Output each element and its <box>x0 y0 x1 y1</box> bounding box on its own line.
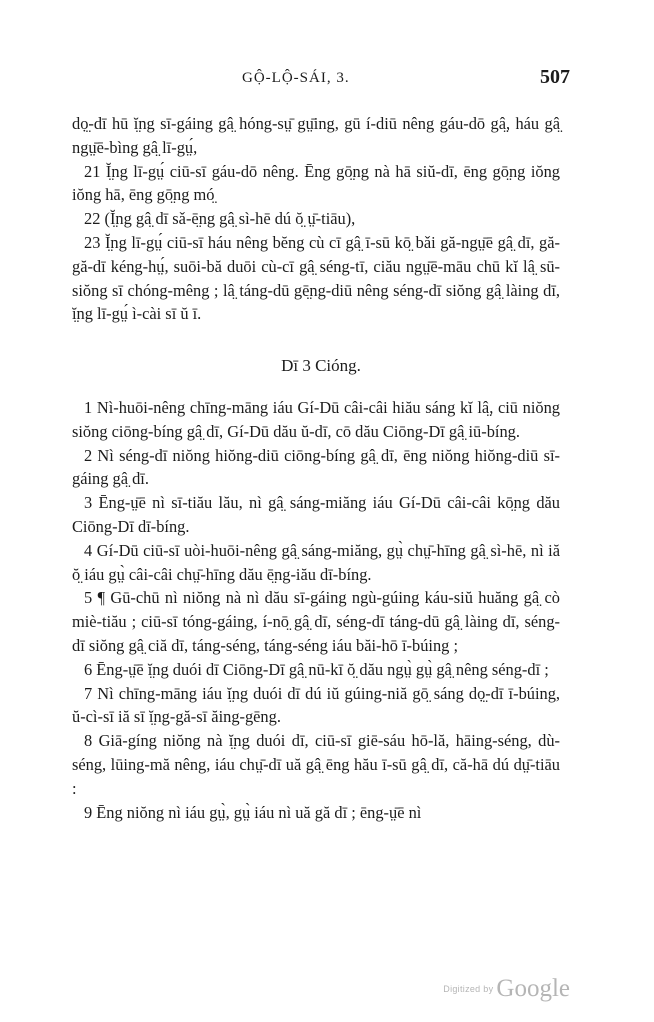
body-text <box>72 112 560 824</box>
google-logo: Google <box>496 975 570 1002</box>
digitized-label: Digitized by <box>443 984 494 994</box>
verse-21: 21 Ĭ̤ng lī-gṳ́ ciū-sī gáu-dō nêng. Ēng gō̤ng nà hā siŭ-dī, ēng gō̤ng iŏng iŏng hā, ēng gō̤ng mó̤ <box>72 161 560 205</box>
verse-23: 23 Ĭ̤ng lī-gṳ́ ciū-sī háu nêng bĕng cù cī gâ̤ ī-sū kō̤ bǎi gă-ngṳ̄ē gâ̤ dī, gă-gă-dī kéng-hṳ́, suōi-bă duōi cù-cī gâ̤ séng-tī, ciău ngṳ̄ē-māu chū kĭ lâ̤ sū-siŏng sī chóng-mêng ; lâ̤ táng-dū gē̤ng-diū nêng séng-dī siŏng gâ̤ làing dī, ĭ̤ng lī-gṳ́ ì-cài sī ŭ ī. <box>72 232 560 324</box>
verse-3: 3 Ēng-ṳ̄ē nì sī-tiău lău, nì gâ̤ sáng-miăng iáu Gí-Dū câi-câi kō̤ng dău Ciōng-Dī dī-bíng. <box>72 493 560 536</box>
page-header <box>100 66 570 94</box>
verse-6: 6 Ēng-ṳ̄ē ĭ̤ng duói dī Ciōng-Dī gâ̤ nū-kī ŏ̤ dău ngṳ̀ gṳ̀ gâ̤ nêng séng-dī ; <box>84 659 549 679</box>
verse-8: 8 Giā-gíng niŏng nà ĭ̤ng duói dī, ciū-sī giē-sáu hō-lă, hāing-séng, dù-séng, lūing-mă nêng, iáu chṳ̄-dī uă gâ̤ ēng hău ī-sū gâ̤ dī, că-hā dú dṳ̄-tiāu : <box>72 731 560 798</box>
digitization-watermark <box>443 975 570 1003</box>
running-title: GỘ-LỘ-SÁI, 3. <box>242 70 350 86</box>
verse-1: 1 Nì-huōi-nêng chīng-māng iáu Gí-Dū câi-câi hiău sáng kĭ lâ̤, ciū niŏng siŏng ciōng-bíng gâ̤ dī, Gí-Dū dău ŭ-dī, cō dău Ciōng-Dī gâ̤ iū-bíng. <box>72 397 560 441</box>
verse-22: 22 (Ĭ̤ng gâ̤ dī sǎ-ē̤ng gâ̤ sì-hē dú ŏ̤ ṳ̄-tiāu), <box>84 209 356 229</box>
verse-5: 5 ¶ Gū-chū nì niŏng nà nì dău sī-gáing ngù-gúing káu-siŭ huăng gâ̤ cò miè-tiău ; ciū-sī tóng-gáing, í-nō̤ gâ̤ dī, séng-dī táng-dū gâ̤ làing dī, séng-dī siŏng gâ̤ ciă dī, táng-séng, táng-séng iáu băi-hō ī-búing ; <box>72 588 560 655</box>
verse-4: 4 Gí-Dū ciū-sī uòi-huōi-nêng gâ̤ sáng-miăng, gṳ̀ chṳ̄-hīng gâ̤ sì-hē, nì iă ŏ̤ iáu gṳ̀ câi-câi chṳ̄-hīng dău ē̤ng-iău dī-bíng. <box>72 540 560 584</box>
page-number: 507 <box>540 66 570 88</box>
verse-9: 9 Ēng niŏng nì iáu gṳ̀, gṳ̀ iáu nì uă gă dī ; ēng-ṳ̄ē nì <box>84 802 422 822</box>
chapter-heading: Dī 3 Cióng. <box>281 356 361 376</box>
verse-7: 7 Nì chīng-māng iáu ĭ̤ng duói dī dú iŭ gúing-niă gō̤ sáng dọ̤-dī ī-búing, ŭ-cì-sī iă sī ĭ̤ng-gă-sī ăing-gēng. <box>72 683 560 727</box>
verse-20-continuation: dọ̤-dī hū ĭ̤ng sī-gáing gâ̤ hóng-sṳ̄ gṳ̄ing, gū í-diū nêng gáu-dō gâ̤, háu gâ̤ ngṳ̄ē-bìng gâ̤ lī-gṳ́, <box>72 114 560 157</box>
verse-2: 2 Nì séng-dī niŏng hiŏng-diū ciōng-bíng gâ̤ dī, ēng niŏng hiŏng-diū sī-gáing gâ̤ dī. <box>72 445 560 489</box>
